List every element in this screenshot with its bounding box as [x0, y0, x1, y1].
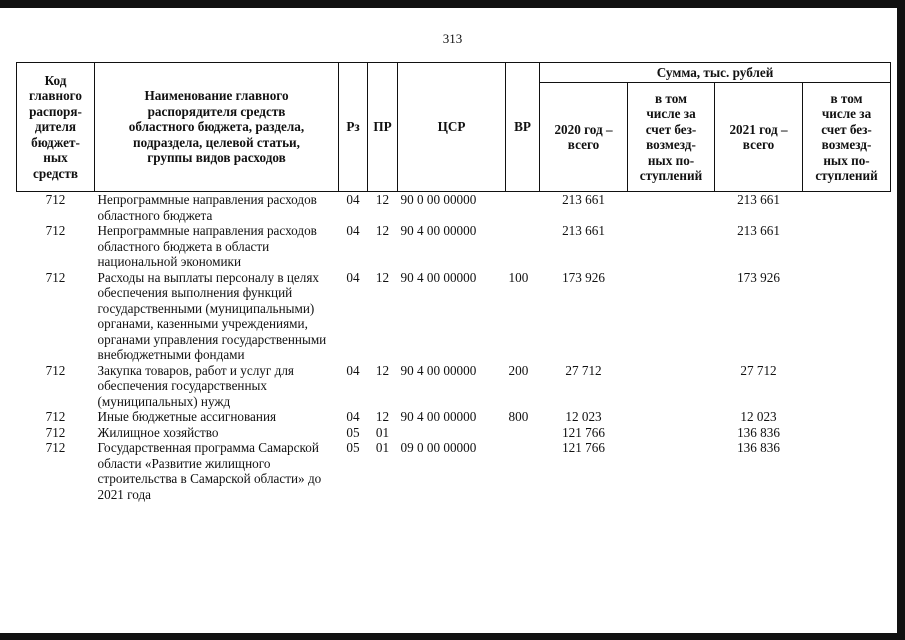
cell-2021-total: 173 926	[737, 269, 780, 285]
header-sum: Сумма, тыс. рублей	[540, 63, 891, 83]
cell-2021-free	[803, 223, 891, 270]
table-row	[17, 192, 891, 224]
cell-2020-free	[628, 270, 715, 363]
cell-2020-free	[628, 363, 715, 410]
cell-2021-free	[803, 440, 891, 502]
scan-border-bottom	[0, 633, 905, 640]
cell-2020-total: 27 712	[565, 362, 602, 378]
page-number: 313	[442, 31, 463, 46]
header-csr: ЦСР	[398, 63, 506, 192]
cell-2021-total: 213 661	[737, 223, 780, 238]
cell-csr: 90 4 00 00000	[400, 269, 477, 285]
cell-rz: 04	[346, 223, 360, 238]
cell-pr: 12	[375, 192, 390, 207]
scan-border-right	[897, 0, 905, 640]
cell-vr: 200	[508, 362, 529, 378]
header-2020-total: 2020 год – всего	[540, 83, 628, 192]
cell-2020-total: 121 766	[562, 424, 605, 440]
table-row	[17, 440, 891, 502]
cell-code: 712	[45, 440, 66, 455]
cell-2020-total: 173 926	[562, 269, 605, 285]
cell-pr: 12	[375, 409, 390, 424]
cell-pr: 12	[375, 269, 390, 285]
budget-table	[16, 62, 891, 502]
cell-rz: 05	[346, 424, 360, 440]
cell-vr: 100	[508, 269, 529, 285]
cell-name: Непрограммные направления расходов областного бюджета в области национальной экономики	[97, 223, 317, 269]
cell-name: Иные бюджетные ассигнования	[97, 409, 277, 424]
header-pr: ПР	[368, 63, 398, 192]
cell-rz: 04	[346, 362, 360, 378]
cell-2021-free	[803, 192, 891, 224]
cell-code: 712	[45, 223, 66, 238]
cell-csr: 90 4 00 00000	[400, 409, 477, 424]
header-rz: Рз	[339, 63, 368, 192]
cell-2021-total: 136 836	[737, 440, 780, 455]
cell-2020-free	[628, 192, 715, 224]
cell-pr: 12	[375, 362, 390, 378]
header-name: Наименование главного распорядителя средств областного бюджета, раздела, подраздела, целевой статьи, группы видов расходов	[95, 63, 339, 192]
cell-2021-total: 27 712	[740, 362, 777, 378]
header-2020-free: в том числе за счет без- возмезд- ных по- ступлений	[628, 83, 715, 192]
cell-name: Непрограммные направления расходов областного бюджета	[97, 192, 317, 223]
cell-code: 712	[45, 362, 66, 378]
cell-rz: 04	[346, 192, 360, 207]
cell-csr: 90 4 00 00000	[400, 223, 477, 238]
header-2021-total: 2021 год – всего	[715, 83, 803, 192]
cell-csr: 90 4 00 00000	[400, 362, 477, 378]
cell-2020-total: 121 766	[562, 440, 605, 455]
cell-2020-free	[628, 425, 715, 441]
cell-name: Государственная программа Самарской области «Развитие жилищного строительства в Самарской области» до 2021 года	[97, 440, 322, 502]
cell-rz: 04	[346, 409, 360, 424]
header-2021-free: в том числе за счет без- возмезд- ных по- ступлений	[803, 83, 891, 192]
cell-2021-free	[803, 425, 891, 441]
cell-rz: 04	[346, 269, 360, 285]
cell-pr: 12	[375, 223, 390, 238]
cell-2020-free	[628, 223, 715, 270]
cell-2021-total: 213 661	[737, 192, 780, 207]
cell-2020-total: 213 661	[562, 192, 605, 207]
cell-vr	[506, 223, 540, 270]
header-vr: ВР	[506, 63, 540, 192]
cell-code: 712	[45, 424, 66, 440]
cell-name: Закупка товаров, работ и услуг для обеспечения государственных (муниципальных) нужд	[97, 362, 294, 409]
cell-2020-total: 12 023	[565, 409, 602, 424]
cell-csr: 90 0 00 00000	[400, 192, 477, 207]
cell-csr: 09 0 00 00000	[400, 440, 477, 455]
cell-vr: 800	[508, 409, 529, 424]
cell-code: 712	[45, 269, 66, 285]
cell-name: Жилищное хозяйство	[97, 424, 219, 440]
header-code: Код главного распоря- дителя бюджет- ных средств	[17, 63, 95, 192]
scan-border-top	[0, 0, 905, 8]
cell-rz: 05	[346, 440, 360, 455]
cell-2021-total: 136 836	[737, 424, 780, 440]
table-row	[17, 425, 891, 441]
cell-vr	[506, 440, 540, 502]
cell-code: 712	[45, 192, 66, 207]
cell-pr: 01	[375, 440, 390, 455]
cell-2020-total: 213 661	[562, 223, 605, 238]
table-header-row	[17, 63, 891, 83]
cell-code: 712	[45, 409, 66, 424]
cell-vr	[506, 425, 540, 441]
cell-pr: 01	[375, 424, 390, 440]
cell-2020-free	[628, 409, 715, 425]
table-row	[17, 363, 891, 410]
cell-name: Расходы на выплаты персоналу в целях обеспечения выполнения функций государственными (муниципальными) органами, казенными учреждениями, органами управления государственными внебюджетными фондами	[97, 269, 327, 362]
cell-vr	[506, 192, 540, 224]
cell-2021-free	[803, 270, 891, 363]
cell-csr	[398, 425, 506, 441]
table-row	[17, 270, 891, 363]
cell-2021-total: 12 023	[740, 409, 777, 424]
table-row	[17, 409, 891, 425]
cell-2020-free	[628, 440, 715, 502]
cell-2021-free	[803, 409, 891, 425]
table-row	[17, 223, 891, 270]
cell-2021-free	[803, 363, 891, 410]
